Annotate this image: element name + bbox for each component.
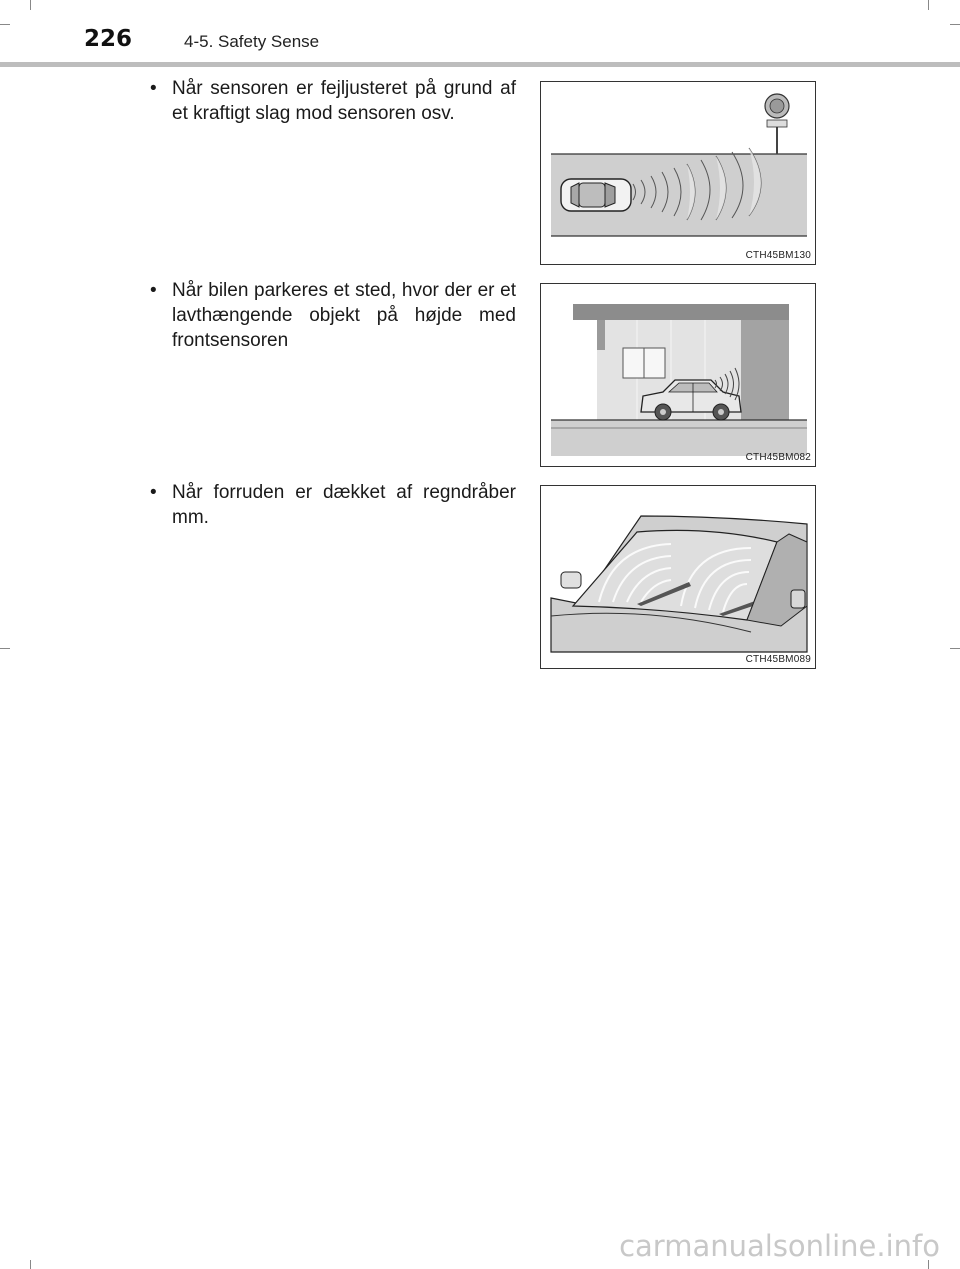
figure-code: CTH45BM130	[745, 250, 811, 261]
crop-mark	[30, 1260, 31, 1269]
bullet-text: Når bilen parkeres et sted, hvor der er et lavthængende objekt på højde med frontsensoren	[172, 280, 516, 351]
bullet-marker: •	[150, 78, 157, 99]
figure-low-hanging-object	[540, 283, 816, 467]
bullet-marker: •	[150, 482, 157, 503]
crop-mark	[950, 648, 960, 649]
figure-rain-windshield	[540, 485, 816, 669]
figure-misaligned-sensor	[540, 81, 816, 265]
watermark[interactable]: carmanualsonline.info	[619, 1229, 940, 1263]
figure-code: CTH45BM089	[745, 654, 811, 665]
illustration-carport	[541, 284, 816, 467]
bullet-text: Når sensoren er fejljusteret på grund af et kraftigt slag mod sensoren osv.	[172, 78, 516, 124]
bullet-marker: •	[150, 280, 157, 301]
header-rule	[0, 62, 960, 67]
figure-code: CTH45BM082	[745, 452, 811, 463]
bullet-item-3	[150, 480, 516, 530]
crop-mark	[0, 24, 10, 25]
page-number: 226	[84, 26, 133, 52]
illustration-windshield	[541, 486, 816, 669]
crop-mark	[950, 24, 960, 25]
illustration-radar-road	[541, 82, 816, 265]
bullet-text: Når forruden er dækket af regndråber mm.	[172, 482, 516, 528]
crop-mark	[30, 0, 31, 10]
crop-mark	[0, 648, 10, 649]
bullet-item-2	[150, 278, 516, 353]
section-title: 4-5. Safety Sense	[184, 32, 320, 51]
bullet-item-1	[150, 76, 516, 126]
crop-mark	[928, 0, 929, 10]
